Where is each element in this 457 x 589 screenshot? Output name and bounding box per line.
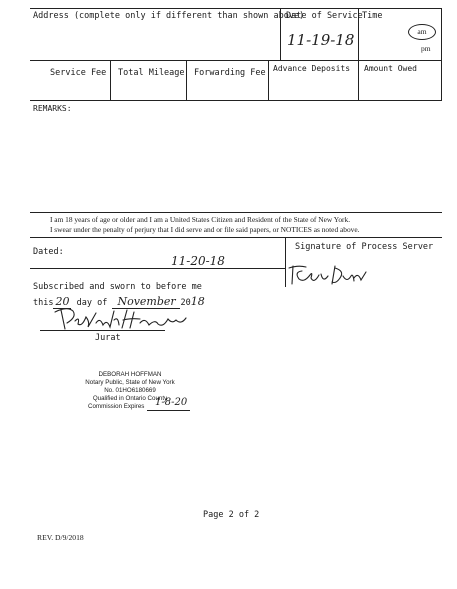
grid-line: [358, 60, 359, 101]
signature-label: Signature of Process Server: [295, 242, 434, 252]
process-server-signature: [290, 262, 400, 288]
total-mileage-label: Total Mileage: [118, 68, 185, 78]
am-option-circled: am: [408, 24, 436, 40]
grid-line: [268, 60, 269, 101]
dated-label: Dated:: [33, 247, 64, 257]
year-prefix: 20: [180, 298, 191, 308]
date-of-service-label: Date of Service: [286, 11, 363, 21]
dated-value: 11-20-18: [171, 254, 225, 268]
day-of-label: day of: [76, 298, 108, 308]
remarks-label: REMARKS:: [33, 104, 72, 113]
grid-line: [30, 8, 442, 9]
jurat-label: Jurat: [95, 333, 121, 343]
pm-option: pm: [421, 44, 431, 53]
revision-label: REV. D/9/2018: [37, 533, 84, 542]
month-value: November: [112, 295, 180, 309]
forwarding-fee-label: Forwarding Fee: [194, 68, 266, 78]
commission-expires-underline: [147, 410, 190, 411]
grid-line: [441, 8, 442, 101]
page-number: Page 2 of 2: [203, 510, 260, 520]
notary-county: Qualified in Ontario County: [92, 395, 168, 402]
commission-expires-value: 1-8-20: [155, 397, 188, 408]
grid-line: [110, 60, 111, 101]
date-of-service-value: 11-19-18: [287, 31, 355, 49]
year-value: 18: [190, 295, 205, 308]
jurat-line: [40, 330, 165, 331]
dated-underline: [30, 268, 285, 269]
affirmation-line-1: I am 18 years of age or older and I am a United States Citizen and Resident of the State of New York.: [50, 215, 351, 224]
address-label: Address (complete only if different than shown above): [33, 11, 305, 21]
signature-box-line: [285, 237, 286, 287]
day-value: 20: [55, 295, 70, 308]
affirmation-line-2: I swear under the penalty of perjury that I did serve and or file said papers, or NOTICES as noted above.: [50, 225, 360, 234]
notary-name: DEBORAH HOFFMAN: [98, 371, 162, 378]
notary-title: Notary Public, State of New York: [85, 379, 175, 386]
notary-number: No. 01HO6180669: [104, 387, 156, 394]
amount-owed-label: Amount Owed: [364, 64, 417, 73]
advance-deposits-label: Advance Deposits: [273, 64, 351, 73]
grid-line: [30, 60, 442, 61]
commission-expires-label: Commission Expires: [88, 403, 145, 410]
time-label: Time: [362, 11, 383, 21]
section-divider: [30, 237, 442, 238]
subscribed-line-1: Subscribed and sworn to before me: [33, 282, 202, 292]
grid-line: [30, 100, 442, 101]
this-label: this: [33, 298, 54, 308]
notary-signature: [55, 306, 220, 332]
section-divider: [30, 212, 442, 213]
service-fee-label: Service Fee: [50, 68, 107, 78]
grid-line: [186, 60, 187, 101]
